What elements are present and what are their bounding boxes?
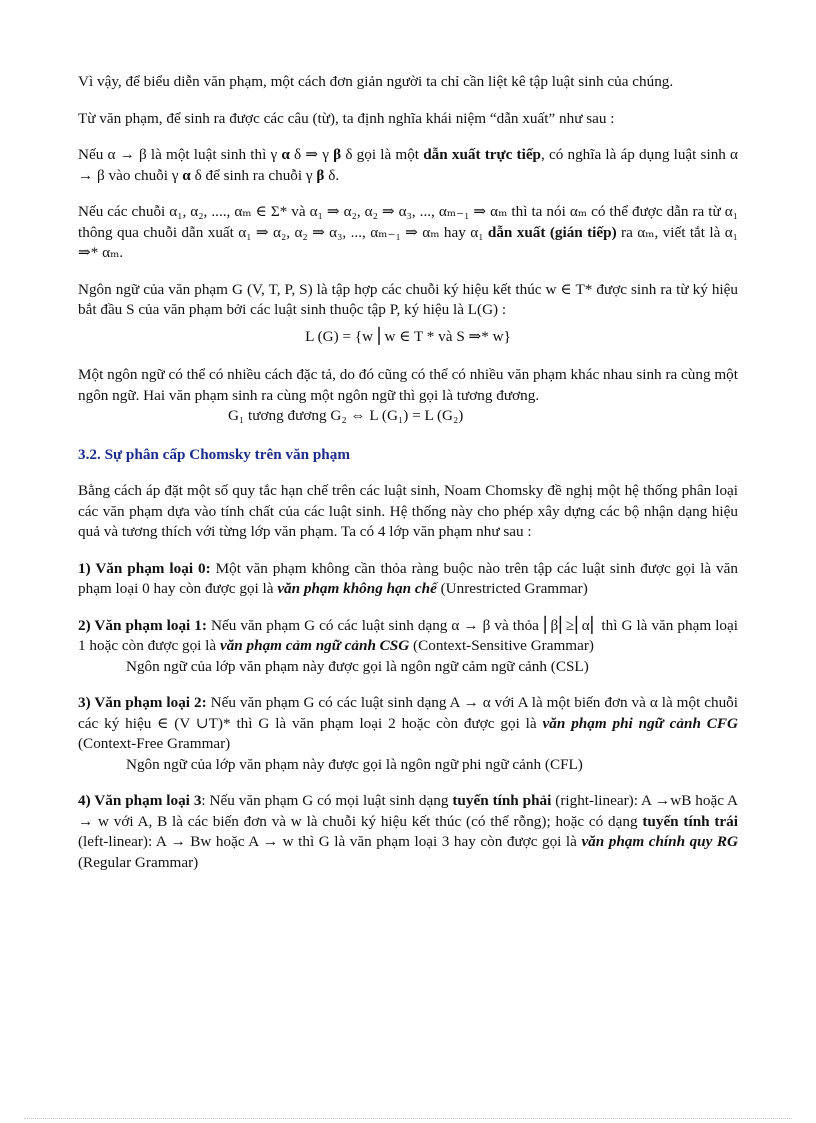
paragraph-direct-derivation	[78, 145, 738, 186]
text: (right-linear): A →wB hoặc A → w với A, B là các biến đơn và w là chuỗi ký hiệu kết thúc (có thể rỗng); hoặc có dạng	[78, 792, 738, 830]
text: (Context-Free Grammar)	[78, 735, 231, 752]
paragraph-type-0	[78, 559, 738, 600]
text: (left-linear): A → Bw hoặc A → w thì G là văn phạm loại 3 hay còn được gọi là	[78, 833, 582, 850]
term-indirect-derivation: dẫn xuất (gián tiếp)	[487, 223, 617, 241]
page-bottom-divider	[24, 1118, 792, 1119]
text: δ để sinh ra chuỗi γ	[190, 166, 317, 184]
term-regular: văn phạm chính quy RG	[581, 833, 738, 850]
text: (Unrestricted Grammar)	[436, 580, 588, 597]
text: δ ⇒ γ	[289, 146, 334, 163]
text: δ gọi là một	[341, 146, 424, 163]
bold-beta: β	[333, 146, 342, 163]
text: δ.	[324, 166, 340, 184]
text: Nếu các chuỗi α₁, α₂, ...., αₘ ∈ Σ* và α₁ ⇒ α₂, α₂ ⇒ α₃, ..., αₘ₋₁ ⇒ αₘ thì ta nói αₘ có thể được dẫn ra từ α₁ thông qua chuỗi dẫn xuất α₁ ⇒ α₂, α₂ ⇒ α₃, ..., αₘ₋₁ ⇒ αₘ hay α₁	[78, 203, 738, 241]
bold-alpha: α	[182, 166, 191, 184]
term-left-linear: tuyến tính trái	[642, 812, 738, 830]
paragraph-type-1	[78, 616, 738, 657]
section-heading: 3.2. Sự phân cấp Chomsky trên văn phạm	[78, 445, 351, 463]
term-right-linear: tuyến tính phải	[452, 792, 552, 809]
paragraph-chomsky-intro: Bằng cách áp đặt một số quy tắc hạn chế trên các luật sinh, Noam Chomsky đề nghị một hệ thống phân loại các văn phạm dựa vào tính chất của các luật sinh. Hệ thống này cho phép xây dựng các bộ nhận dạng hiệu quả và tương thích với từng lớp văn phạm. Ta có 4 lớp văn phạm như sau :	[78, 482, 738, 540]
text: (Context-Sensitive Grammar)	[409, 637, 594, 654]
paragraph-intro: Vì vậy, để biểu diễn văn phạm, một cách đơn giản người ta chỉ cần liệt kê tập luật sinh của chúng.	[78, 73, 674, 90]
type-3-label: 4) Văn phạm loại 3	[78, 792, 202, 809]
bold-beta: β	[316, 166, 325, 184]
text: Nếu văn phạm G có các luật sinh dạng A → α với A là một biến đơn và α là một chuỗi các ký hiệu ∈ (V ∪T)* thì G là văn phạm loại 2 hoặc còn được gọi là	[78, 694, 738, 732]
type-2-label: 3) Văn phạm loại 2:	[78, 694, 207, 711]
paragraph-type-2	[78, 693, 738, 755]
formula-language: L (G) = {w ⎢w ∈ T * và S ⇒* w}	[305, 327, 511, 345]
document-page	[78, 72, 738, 889]
type-0-label: 1) Văn phạm loại 0:	[78, 559, 211, 577]
text: Nếu α → β là một luật sinh thì γ	[78, 146, 282, 163]
term-csg: văn phạm cảm ngữ cảnh CSG	[219, 637, 410, 654]
formula-equivalence: G₁ tương đương G₂ ⇔ L (G₁) = L (G₂)	[228, 407, 464, 424]
text: Nếu văn phạm G có các luật sinh dạng α → β và thỏa ⎢β⎢≥⎢α⎢ thì G là văn phạm loại 1 hoặc còn được gọi là	[78, 616, 738, 654]
paragraph-language-definition: Ngôn ngữ của văn phạm G (V, T, P, S) là tập hợp các chuỗi ký hiệu kết thúc w ∈ T* được sinh ra từ ký hiệu bắt đầu S của văn phạm bởi các luật sinh thuộc tập P, ký hiệu là L(G) :	[78, 280, 738, 318]
paragraph-derivation-intro: Từ văn phạm, để sinh ra được các câu (từ), ta định nghĩa khái niệm “dẫn xuất” như sau :	[78, 109, 615, 127]
text: , có nghĩa là áp dụng luật sinh α → β vào chuỗi γ	[78, 146, 739, 184]
paragraph-type-3	[78, 791, 738, 873]
type-1-note: Ngôn ngữ của lớp văn phạm này được gọi là ngôn ngữ cảm ngữ cảnh (CSL)	[126, 657, 589, 675]
text: : Nếu văn phạm G có mọi luật sinh dạng	[201, 792, 453, 809]
paragraph-indirect-derivation	[78, 202, 738, 264]
term-cfg: văn phạm phi ngữ cảnh CFG	[542, 714, 738, 732]
term-direct-derivation: dẫn xuất trực tiếp	[423, 146, 542, 163]
text: Một văn phạm không cần thỏa ràng buộc nào trên tập các luật sinh được gọi là văn phạm loại 0 hay còn được gọi là	[78, 559, 738, 597]
type-1-label: 2) Văn phạm loại 1:	[78, 616, 207, 634]
paragraph-equivalence: Một ngôn ngữ có thể có nhiều cách đặc tả, do đó cũng có thể có nhiều văn phạm khác nhau sinh ra cùng một ngôn ngữ. Hai văn phạm sinh ra cùng một ngôn ngữ thì gọi là tương đương.	[78, 366, 738, 404]
text: ra αₘ, viết tắt là α₁ ⇒* αₘ.	[78, 223, 738, 261]
text: (Regular Grammar)	[78, 853, 199, 871]
bold-alpha: α	[281, 146, 290, 163]
type-2-note: Ngôn ngữ của lớp văn phạm này được gọi là ngôn ngữ phi ngữ cảnh (CFL)	[126, 755, 583, 773]
term-unrestricted: văn phạm không hạn chế	[277, 580, 437, 597]
